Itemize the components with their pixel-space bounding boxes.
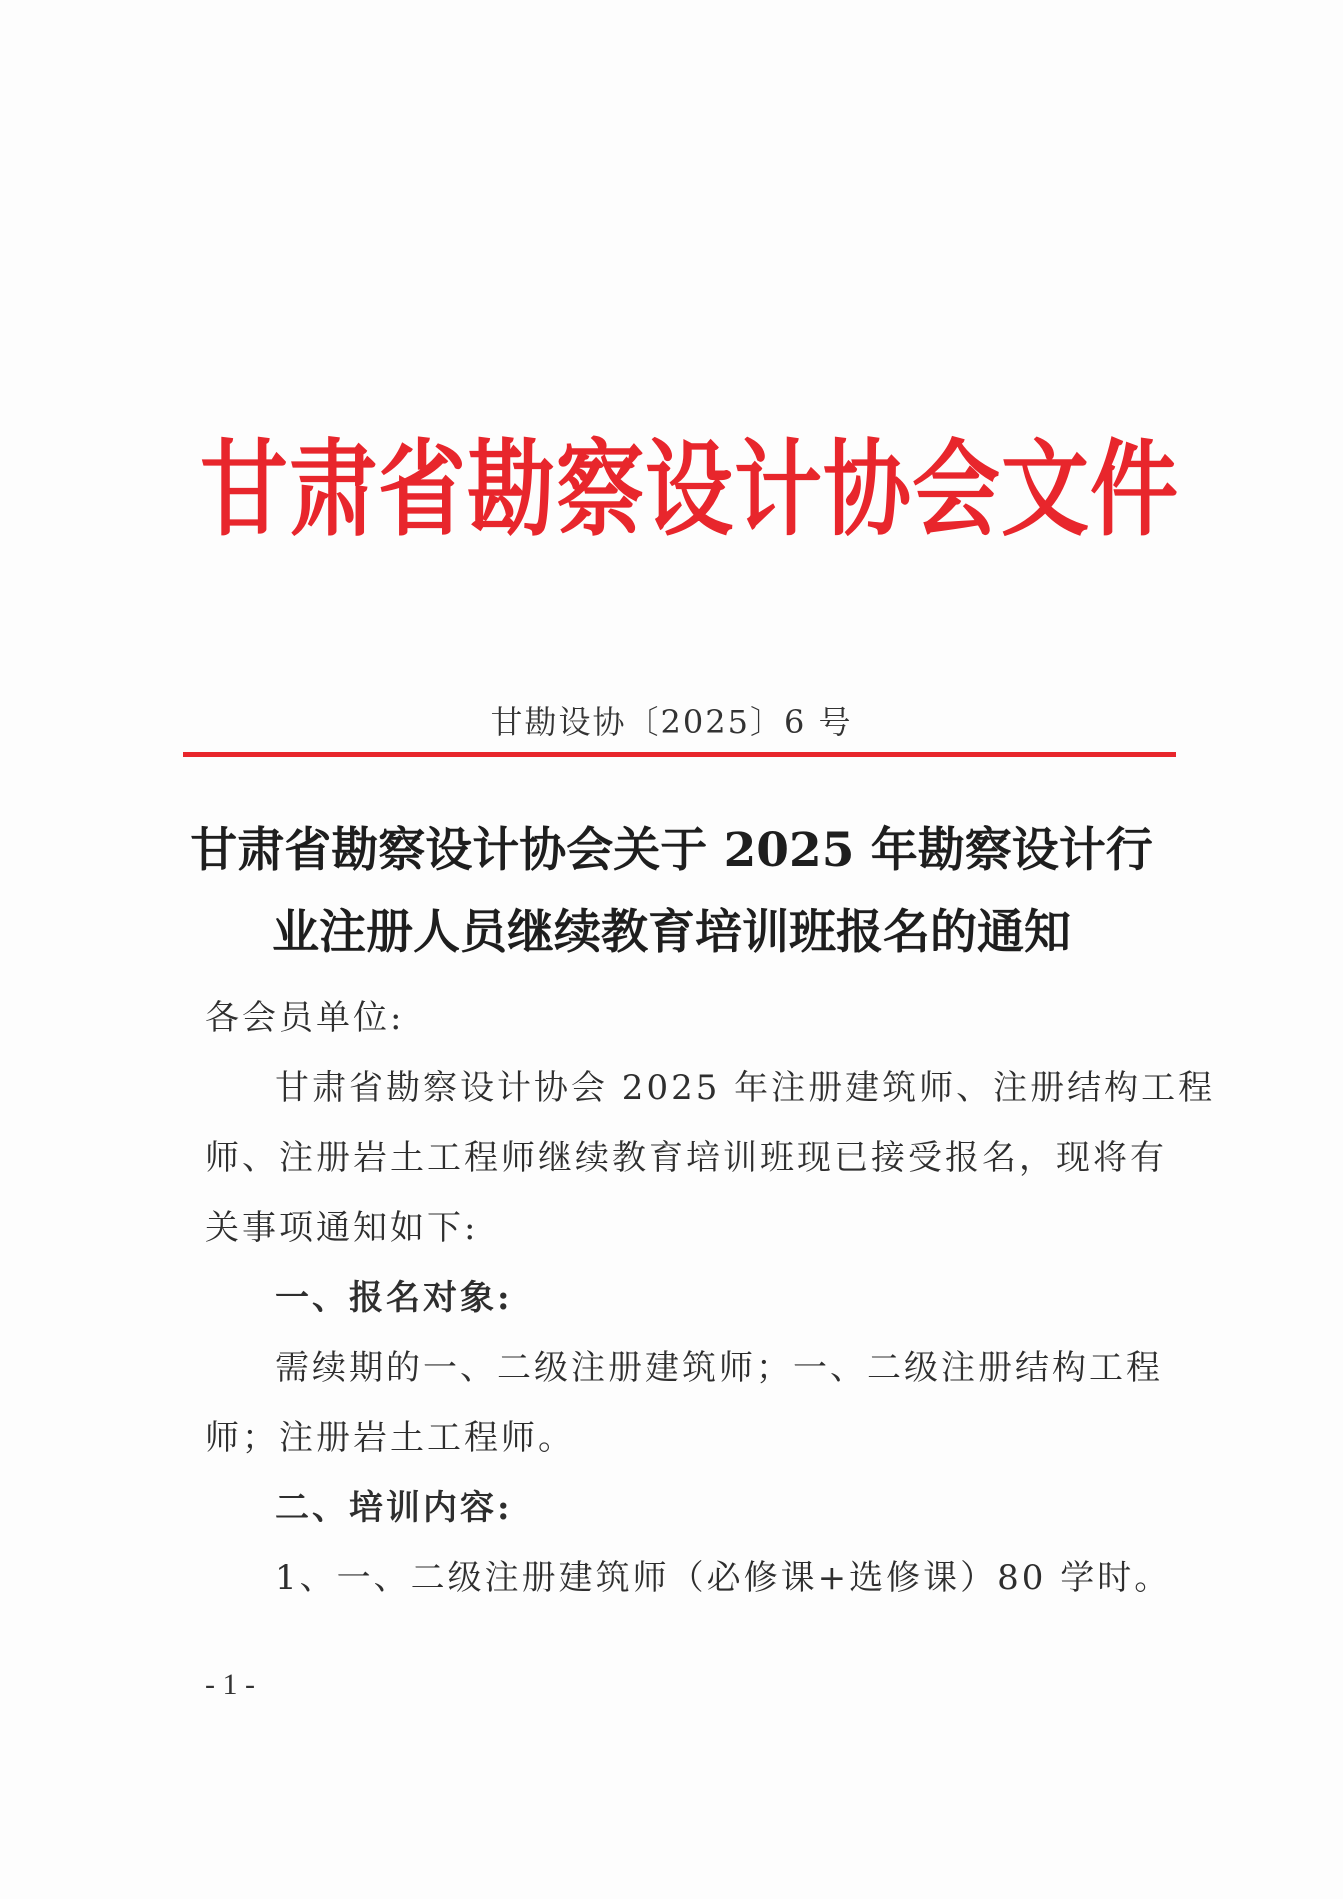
notice-title bbox=[150, 810, 1193, 974]
intro-line-2: 师、注册岩土工程师继续教育培训班现已接受报名，现将有 bbox=[205, 1138, 1167, 1178]
section-2-heading: 二、培训内容: bbox=[275, 1488, 513, 1528]
document-number: 甘勘设协〔2025〕6 号 bbox=[490, 703, 853, 741]
salutation: 各会员单位: bbox=[205, 998, 405, 1038]
section-2-item-1: 1、一、二级注册建筑师（必修课+选修课）80 学时。 bbox=[275, 1558, 1172, 1598]
section-1-heading: 一、报名对象: bbox=[275, 1278, 513, 1318]
page-number: - 1 - bbox=[205, 1668, 255, 1701]
section-1-line-1: 需续期的一、二级注册建筑师；一、二级注册结构工程 bbox=[275, 1348, 1163, 1388]
intro-line-1: 甘肃省勘察设计协会 2025 年注册建筑师、注册结构工程 bbox=[275, 1068, 1216, 1108]
notice-title-line-1: 甘肃省勘察设计协会关于 2025 年勘察设计行 bbox=[190, 823, 1153, 878]
notice-title-line-2: 业注册人员继续教育培训班报名的通知 bbox=[272, 905, 1071, 960]
section-1-line-2: 师；注册岩土工程师。 bbox=[205, 1418, 575, 1458]
intro-line-3: 关事项通知如下: bbox=[205, 1208, 479, 1248]
red-divider-rule bbox=[183, 752, 1176, 757]
document-masthead: 甘肃省勘察设计协会文件 bbox=[200, 428, 1180, 551]
